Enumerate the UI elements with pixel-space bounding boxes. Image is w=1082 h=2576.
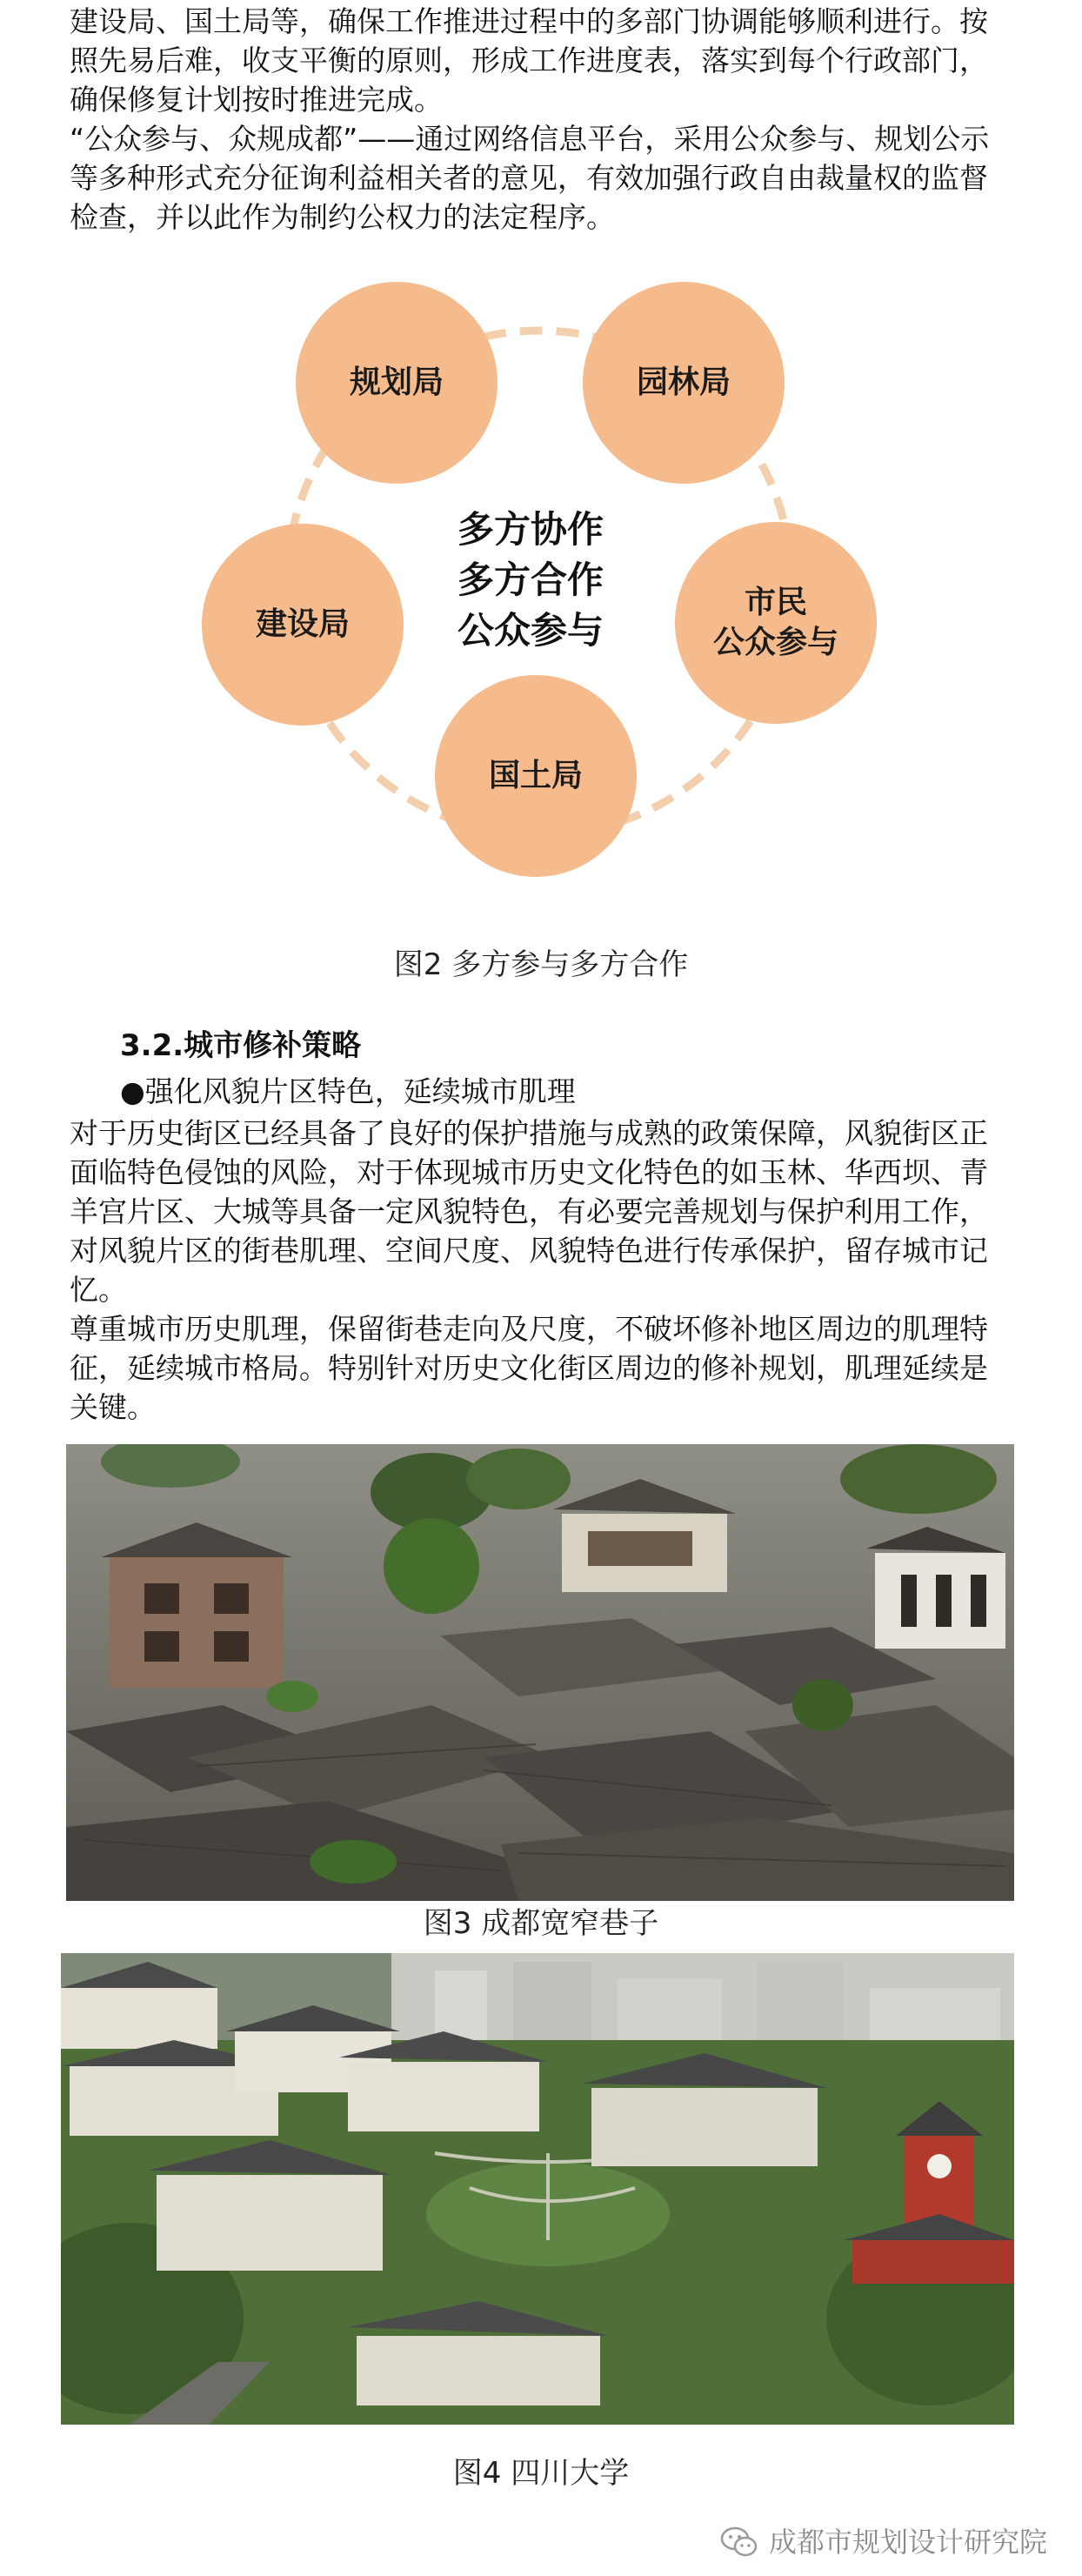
wechat-icon [720, 2526, 758, 2559]
node-citizens-participation: 市民 公众参与 [675, 522, 877, 724]
kuanzhai-alley-photo [66, 1444, 1014, 1901]
node-land-bureau: 国土局 [435, 675, 637, 877]
paragraph-coordination: 建设局、国土局等，确保工作推进过程中的多部门协调能够顺利进行。按照先易后难，收支平衡的原则，形成工作进度表，落实到每个行政部门，确保修复计划按时推进完成。 [70, 4, 988, 117]
center-line-3: 公众参与 [457, 609, 604, 652]
paragraph-public-participation: “公众参与、众规成都”——通过网络信息平台，采用公众参与、规划公示等多种形式充分征询利益相关者的意见，有效加强行政自由裁量权的监督检查，并以此作为制约公权力的法定程序。 [70, 122, 990, 234]
collaboration-diagram [174, 261, 905, 887]
source-name: 成都市规划设计研究院 [768, 2526, 1047, 2559]
node-planning-bureau: 规划局 [296, 282, 498, 484]
figure-3-caption: 图3 成都宽窄巷子 [423, 1906, 659, 1941]
center-line-2: 多方合作 [457, 559, 604, 601]
section-heading: 3.2.城市修补策略 [120, 1028, 362, 1063]
figure-4-caption: 图4 四川大学 [452, 2456, 630, 2491]
paragraph-urban-texture: 尊重城市历史肌理，保留街巷走向及尺度，不破坏修补地区周边的肌理特征，延续城市格局。特别针对历史文化街区周边的修补规划，肌理延续是关键。 [70, 1312, 988, 1424]
diagram-center-text [400, 505, 661, 656]
center-line-1: 多方协作 [457, 508, 604, 551]
node-garden-bureau: 园林局 [583, 282, 785, 484]
source-watermark [720, 2525, 1047, 2559]
section-bullet: ●强化风貌片区特色，延续城市肌理 [120, 1074, 576, 1108]
paragraph-district-features: 对于历史街区已经具备了良好的保护措施与成熟的政策保障，风貌街区正面临特色侵蚀的风险，对于体现城市历史文化特色的如玉林、华西坝、青羊宫片区、大城等具备一定风貌特色，有必要完善规划与保护利用工作，对风貌片区的街巷肌理、空间尺度、风貌特色进行传承保护，留存城市记忆。 [70, 1116, 988, 1307]
figure-2-caption: 图2 多方参与多方合作 [393, 947, 689, 982]
node-construction-bureau: 建设局 [202, 524, 404, 726]
sichuan-university-photo [61, 1953, 1014, 2425]
